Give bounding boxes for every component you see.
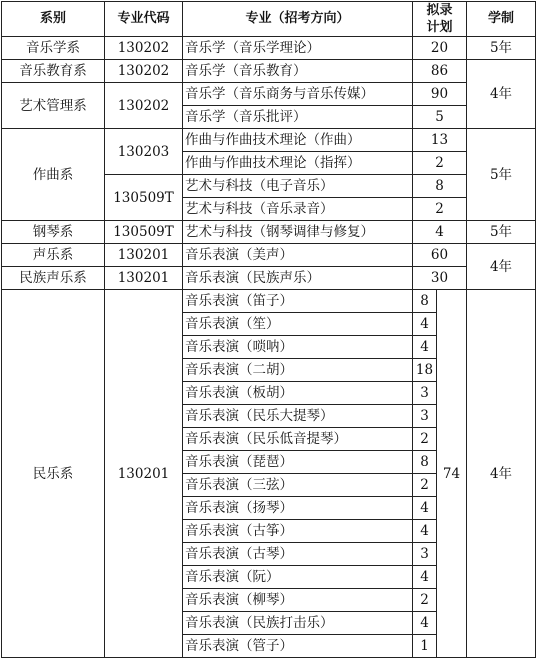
cell-duration: 4年	[467, 244, 536, 290]
cell-major: 音乐学（音乐商务与音乐传媒）	[183, 83, 413, 106]
cell-plan: 3	[413, 543, 437, 566]
cell-plan: 8	[413, 290, 437, 313]
cell-plan: 2	[413, 589, 437, 612]
cell-major: 音乐学（音乐教育）	[183, 60, 413, 83]
cell-major: 作曲与作曲技术理论（作曲）	[183, 129, 413, 152]
cell-plan: 4	[413, 336, 437, 359]
cell-plan: 3	[413, 405, 437, 428]
header-department: 系别	[2, 2, 105, 37]
cell-duration: 4年	[467, 60, 536, 129]
cell-plan: 4	[413, 497, 437, 520]
cell-major: 音乐表演（唢呐）	[183, 336, 413, 359]
cell-plan: 2	[413, 152, 467, 175]
cell-duration: 5年	[467, 221, 536, 244]
cell-department: 音乐学系	[2, 37, 105, 60]
cell-major: 音乐表演（琵琶）	[183, 451, 413, 474]
table-row	[2, 60, 536, 83]
enrollment-plan-table	[1, 1, 536, 658]
cell-plan: 86	[413, 60, 467, 83]
cell-major: 音乐表演（二胡）	[183, 359, 413, 382]
cell-code: 130203	[105, 129, 183, 175]
cell-plan: 4	[413, 520, 437, 543]
cell-code: 130202	[105, 60, 183, 83]
table-row	[2, 290, 536, 313]
cell-major: 音乐表演（笛子）	[183, 290, 413, 313]
cell-major: 音乐表演（扬琴）	[183, 497, 413, 520]
cell-major: 音乐表演（古琴）	[183, 543, 413, 566]
cell-plan: 4	[413, 612, 437, 635]
cell-major: 音乐表演（阮）	[183, 566, 413, 589]
cell-department: 民乐系	[2, 290, 105, 658]
cell-plan: 60	[413, 244, 467, 267]
cell-major: 艺术与科技（音乐录音）	[183, 198, 413, 221]
header-duration: 学制	[467, 2, 536, 37]
cell-department: 作曲系	[2, 129, 105, 221]
header-plan	[413, 2, 467, 37]
cell-plan: 4	[413, 313, 437, 336]
cell-major: 艺术与科技（电子音乐）	[183, 175, 413, 198]
cell-plan: 1	[413, 635, 437, 658]
header-major: 专业（招考方向）	[183, 2, 413, 37]
cell-major: 作曲与作曲技术理论（指挥）	[183, 152, 413, 175]
cell-plan: 4	[413, 566, 437, 589]
cell-code: 130202	[105, 37, 183, 60]
header-plan-line2: 计划	[426, 20, 453, 35]
cell-plan: 90	[413, 83, 467, 106]
cell-major: 音乐表演（板胡）	[183, 382, 413, 405]
cell-code: 130201	[105, 290, 183, 658]
cell-major: 音乐学（音乐学理论）	[183, 37, 413, 60]
cell-department: 钢琴系	[2, 221, 105, 244]
cell-duration: 4年	[467, 290, 536, 658]
table-row	[2, 267, 536, 290]
cell-major: 音乐表演（笙）	[183, 313, 413, 336]
cell-plan: 8	[413, 175, 467, 198]
cell-major: 艺术与科技（钢琴调律与修复）	[183, 221, 413, 244]
cell-department: 艺术管理系	[2, 83, 105, 129]
cell-plan-total: 74	[437, 290, 467, 658]
cell-plan: 2	[413, 198, 467, 221]
cell-plan: 4	[413, 221, 467, 244]
cell-major: 音乐表演（古筝）	[183, 520, 413, 543]
cell-code: 130201	[105, 244, 183, 267]
cell-department: 音乐教育系	[2, 60, 105, 83]
cell-code: 130202	[105, 83, 183, 129]
cell-department: 声乐系	[2, 244, 105, 267]
cell-plan: 3	[413, 382, 437, 405]
cell-major: 音乐表演（三弦）	[183, 474, 413, 497]
cell-code: 130509T	[105, 221, 183, 244]
cell-major: 音乐表演（美声）	[183, 244, 413, 267]
table-row	[2, 129, 536, 152]
header-plan-line1: 拟录	[426, 3, 453, 18]
cell-plan: 2	[413, 474, 437, 497]
cell-code: 130201	[105, 267, 183, 290]
cell-major: 音乐表演（柳琴）	[183, 589, 413, 612]
table-row	[2, 244, 536, 267]
cell-plan: 18	[413, 359, 437, 382]
cell-duration: 5年	[467, 129, 536, 221]
table-row	[2, 83, 536, 106]
cell-department: 民族声乐系	[2, 267, 105, 290]
cell-plan: 8	[413, 451, 437, 474]
cell-major: 音乐表演（民族打击乐）	[183, 612, 413, 635]
cell-plan: 20	[413, 37, 467, 60]
table-row	[2, 221, 536, 244]
cell-plan: 13	[413, 129, 467, 152]
cell-plan: 2	[413, 428, 437, 451]
table-row	[2, 37, 536, 60]
cell-major: 音乐表演（民族声乐）	[183, 267, 413, 290]
cell-code: 130509T	[105, 175, 183, 221]
cell-duration: 5年	[467, 37, 536, 60]
table-header-row	[2, 2, 536, 37]
cell-major: 音乐表演（民乐低音提琴）	[183, 428, 413, 451]
cell-plan: 30	[413, 267, 467, 290]
cell-major: 音乐学（音乐批评）	[183, 106, 413, 129]
cell-major: 音乐表演（管子）	[183, 635, 413, 658]
cell-plan: 5	[413, 106, 467, 129]
header-code: 专业代码	[105, 2, 183, 37]
cell-major: 音乐表演（民乐大提琴）	[183, 405, 413, 428]
